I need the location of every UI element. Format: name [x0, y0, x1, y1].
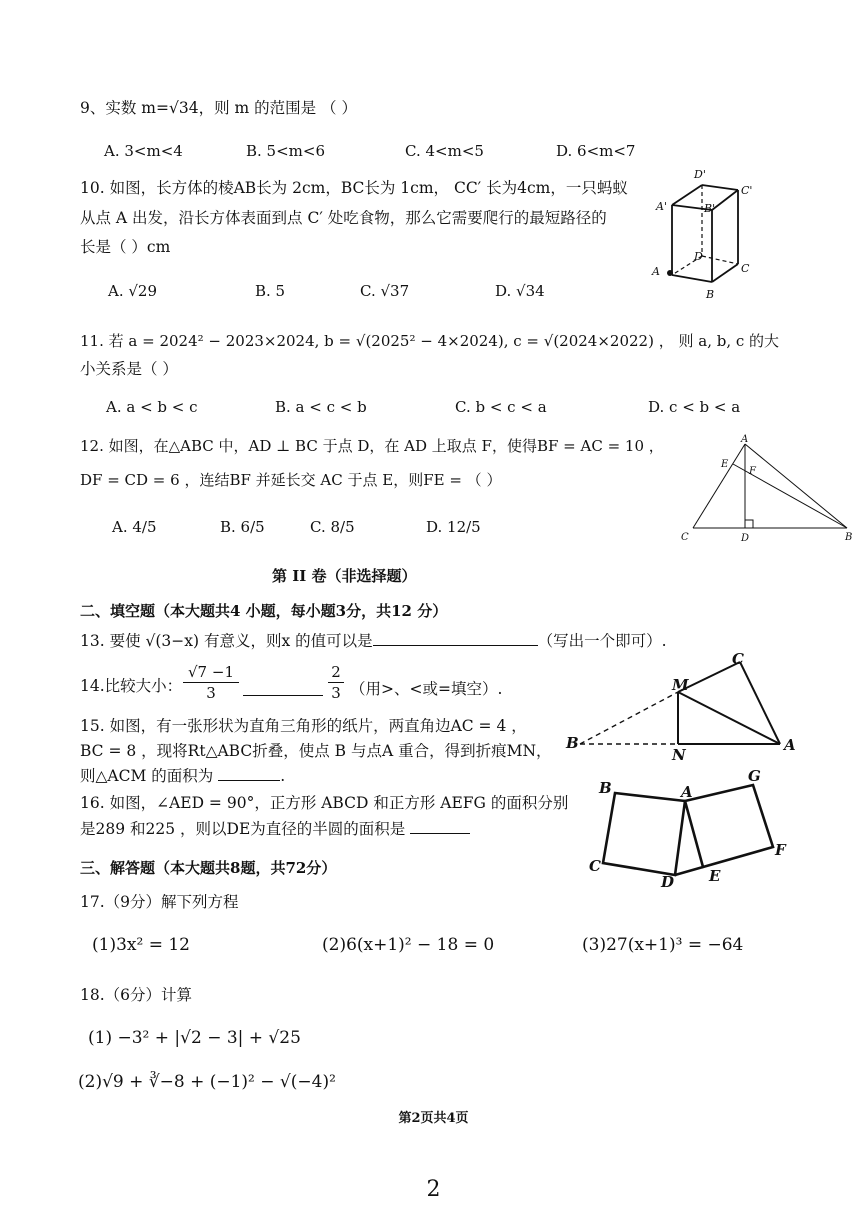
cuboid-label-c: C [741, 262, 750, 275]
cuboid-label-b-prime: B' [704, 202, 716, 215]
sq-label-d: D [661, 873, 675, 890]
q14-fraction-2 [328, 662, 344, 703]
sq-label-e: E [709, 867, 721, 885]
q14-prefix: 14.比较大小： [80, 677, 183, 695]
cuboid-label-d: D [694, 250, 703, 263]
folded-triangle-figure [560, 650, 805, 765]
section-2-heading: 二、填空题（本大题共4 小题，每小题3分，共12 分） [80, 602, 448, 620]
page-footer: 第2页共4页 [398, 1111, 469, 1126]
q18-expression-2: (2)√9 + ∛−8 + (−1)² − √(−4)² [78, 1072, 336, 1092]
fold-label-c: C [732, 650, 744, 668]
q15-line-2: BC = 8 ，现将Rt△ABC折叠，使点 B 与点A 重合，得到折痕MN， [80, 742, 552, 760]
q9-option-b: B. 5<m<6 [246, 142, 326, 160]
q11-line-2: 小关系是（ ） [80, 360, 178, 378]
q10-option-b: B. 5 [255, 282, 286, 300]
q10-line-2: 从点 A 出发，沿长方体表面到点 C′ 处吃食物，那么它需要爬行的最短路径的 [80, 209, 607, 227]
q17-title: 17.（9分）解下列方程 [80, 893, 239, 911]
fold-label-a: A [784, 736, 796, 754]
q13-answer-blank[interactable] [373, 645, 538, 646]
squares-figure [585, 765, 795, 890]
q14-suffix: （用>、<或=填空）. [350, 680, 503, 698]
section-3-heading: 三、解答题（本大题共8题，共72分） [80, 859, 337, 877]
q17-equation-3: (3)27(x+1)³ = −64 [582, 935, 744, 955]
tri-label-a: A [741, 434, 749, 445]
cuboid-label-d-prime: D' [694, 168, 706, 181]
q9-option-d: D. 6<m<7 [556, 142, 636, 160]
q18-expression-1: (1) −3² + |√2 − 3| + √25 [88, 1028, 301, 1048]
part-2-title: 第 II 卷（非选择题） [272, 567, 417, 585]
sq-label-f: F [775, 841, 786, 859]
q14-frac2-denominator: 3 [331, 684, 341, 702]
q15-line-1: 15. 如图，有一张形状为直角三角形的纸片，两直角边AC = 4 ， [80, 717, 527, 735]
q10-line-3: 长是（ ）cm [80, 238, 171, 256]
q15-line-3-period: . [280, 767, 286, 785]
q17-equation-2: (2)6(x+1)² − 18 = 0 [322, 935, 495, 955]
q9-stem: 9、实数 m=√34，则 m 的范围是 （ ） [80, 99, 357, 117]
cuboid-label-b: B [706, 288, 715, 301]
cuboid-label-a: A [652, 265, 660, 278]
q10-option-d: D. √34 [495, 282, 545, 300]
q12-option-c: C. 8/5 [310, 518, 355, 536]
page-number: 2 [426, 1177, 441, 1202]
sq-label-b: B [599, 779, 612, 797]
q14-fraction-1 [183, 662, 239, 703]
q17-equation-1: (1)3x² = 12 [92, 935, 190, 955]
q11-line-1: 11. 若 a = 2024² − 2023×2024, b = √(2025² − 4×2024), c = √(2024×2022) ， 则 a, b, c 的大 [80, 332, 780, 350]
q13-prefix: 13. 要使 √(3−x) 有意义，则x 的值可以是 [80, 632, 373, 650]
fold-label-b: B [566, 734, 579, 752]
sq-label-c: C [589, 857, 601, 875]
q9-option-c: C. 4<m<5 [405, 142, 484, 160]
q14-frac2-numerator: 2 [328, 662, 344, 683]
q11-option-d: D. c < b < a [648, 398, 741, 416]
q14-frac1-numerator: √7 −1 [183, 662, 239, 683]
tri-label-d: D [741, 533, 750, 544]
tri-label-b: B [845, 532, 853, 543]
q11-option-c: C. b < c < a [455, 398, 547, 416]
q18-title: 18.（6分）计算 [80, 986, 193, 1004]
fold-label-m: M [672, 676, 689, 694]
tri-label-c: C [681, 532, 689, 543]
q16-line-1: 16. 如图，∠AED = 90°，正方形 ABCD 和正方形 AEFG 的面积分别 [80, 794, 569, 812]
fold-label-n: N [672, 746, 686, 764]
tri-label-f: F [749, 466, 756, 477]
q16-line-2 [80, 816, 470, 842]
q15-line-3-text: 则△ACM 的面积为 [80, 767, 214, 785]
q11-option-a: A. a < b < c [106, 398, 198, 416]
sq-label-g: G [748, 767, 761, 785]
q14-answer-blank[interactable] [243, 677, 323, 696]
cuboid-label-a-prime: A' [656, 200, 667, 213]
q10-option-a: A. √29 [108, 282, 158, 300]
q15-answer-blank[interactable] [218, 780, 280, 781]
q12-option-a: A. 4/5 [112, 518, 157, 536]
q15-line-3 [80, 763, 285, 789]
q13-suffix: （写出一个即可）. [537, 632, 667, 650]
cuboid-label-c-prime: C' [741, 184, 753, 197]
ant-icon [667, 270, 673, 276]
triangle-abc-figure [675, 432, 860, 547]
q10-line-1: 10. 如图，长方体的棱AB长为 2cm，BC长为 1cm， CC′ 长为4cm，一只蚂蚁 [80, 179, 628, 197]
q9-option-a: A. 3<m<4 [104, 142, 183, 160]
sq-label-a: A [681, 783, 693, 801]
q12-option-d: D. 12/5 [426, 518, 481, 536]
cuboid-figure [640, 160, 770, 305]
q12-line-2: DF = CD = 6 ，连结BF 并延长交 AC 于点 E，则FE = （ ） [80, 471, 502, 489]
q11-option-b: B. a < c < b [275, 398, 367, 416]
q16-line-2-text: 是289 和225 ，则以DE为直径的半圆的面积是 [80, 820, 406, 838]
q10-option-c: C. √37 [360, 282, 410, 300]
q12-option-b: B. 6/5 [220, 518, 265, 536]
q14-frac1-denominator: 3 [206, 684, 216, 702]
q12-line-1: 12. 如图，在△ABC 中，AD ⊥ BC 于点 D，在 AD 上取点 F，使得BF = AC = 10 ， [80, 437, 664, 455]
q16-answer-blank[interactable] [410, 833, 470, 834]
tri-label-e: E [721, 459, 729, 470]
